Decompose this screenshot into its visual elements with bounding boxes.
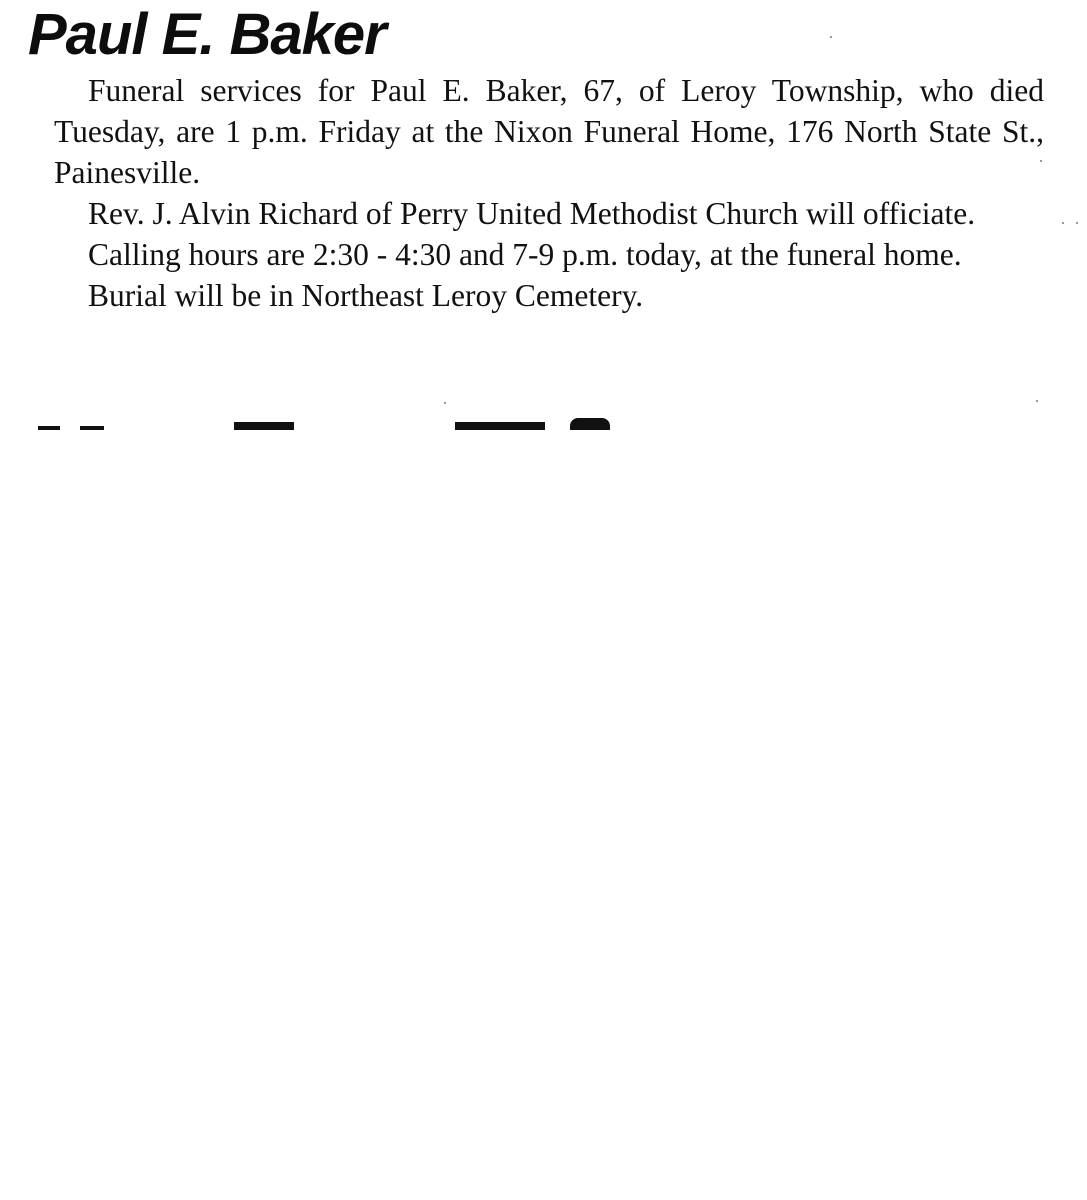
- obituary-body: [54, 70, 1044, 316]
- obituary-clipping: [0, 0, 1087, 440]
- paragraph-burial: Burial will be in Northeast Leroy Cemetery.: [88, 278, 644, 313]
- paragraph-officiant: Rev. J. Alvin Richard of Perry United Methodist Church will officiate.: [88, 196, 976, 231]
- paragraph-funeral-services: Funeral services for Paul E. Baker, 67, of Leroy Township, who died Tuesday, are 1 p.m. Friday at the Nixon Funeral Home, 176 North State St., Painesville.: [54, 73, 1044, 190]
- paragraph-calling-hours: Calling hours are 2:30 - 4:30 and 7-9 p.m. today, at the funeral home.: [88, 237, 962, 272]
- obituary-headline: Paul E. Baker: [28, 2, 386, 67]
